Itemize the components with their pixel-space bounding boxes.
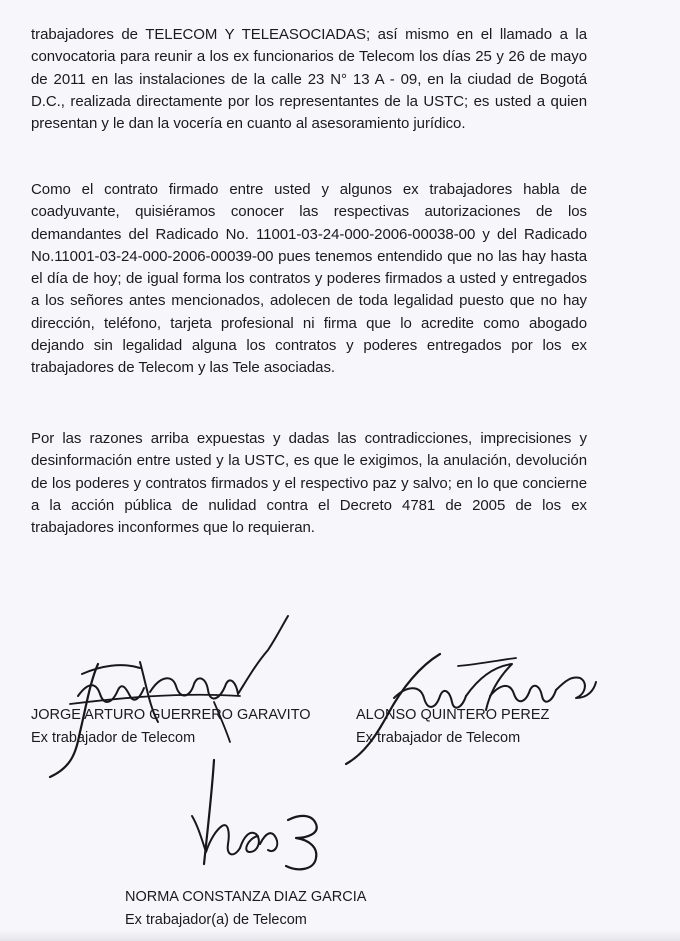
paragraph-convocatoria: trabajadores de TELECOM Y TELEASOCIADAS; así mismo en el llamado a la convocatoria para reunir a los ex funcionarios de Telecom los días 25 y 26 de mayo de 2011 en las instalaciones de la calle 23 N° 13 A - 09, en la ciudad de Bogotá D.C., realizada directamente por los representantes de la USTC; es usted a quien presentan y le dan la vocería en cuanto al asesoramiento jurídico.	[31, 26, 587, 133]
page-bottom-edge	[0, 930, 680, 941]
signatory-2-role: Ex trabajador de Telecom	[356, 730, 521, 746]
signature-norma-diaz	[178, 752, 338, 882]
signatory-2-name: ALONSO QUINTERO PEREZ	[356, 707, 550, 723]
paragraph-contrato: Como el contrato firmado entre usted y algunos ex trabajadores habla de coadyuvante, quisiéramos conocer las respectivas autorizaciones de los demandantes del Radicado No. 11001-03-24-000-2006-00038-00 y del Radicado No.11001-03-24-000-2006-00039-00 pues tenemos entendido que no las hay hasta el día de hoy; de igual forma los contratos y poderes firmados a usted y entregados a los señores antes mencionados, adolecen de toda legalidad puesto que no hay dirección, teléfono, tarjeta profesional ni firma que lo acredite como abogado dejando sin legalidad alguna los contratos y poderes entregados por los ex trabajadores de Telecom y las Tele asociadas.	[31, 181, 587, 377]
signatory-3-name: NORMA CONSTANZA DIAZ GARCIA	[125, 889, 367, 905]
signatory-3-role: Ex trabajador(a) de Telecom	[125, 912, 307, 928]
paragraph-exigencias: Por las razones arriba expuestas y dadas las contradicciones, imprecisiones y desinformación entre usted y la USTC, es que le exigimos, la anulación, devolución de los poderes y contratos firmados y el respectivo paz y salvo; en lo que concierne a la acción pública de nulidad contra el Decreto 4781 de 2005 de los ex trabajadores inconformes que lo requieran.	[31, 430, 587, 537]
signatory-1-role: Ex trabajador de Telecom	[31, 730, 196, 746]
signatory-1-name: JORGE ARTURO GUERRERO GARAVITO	[31, 707, 311, 723]
